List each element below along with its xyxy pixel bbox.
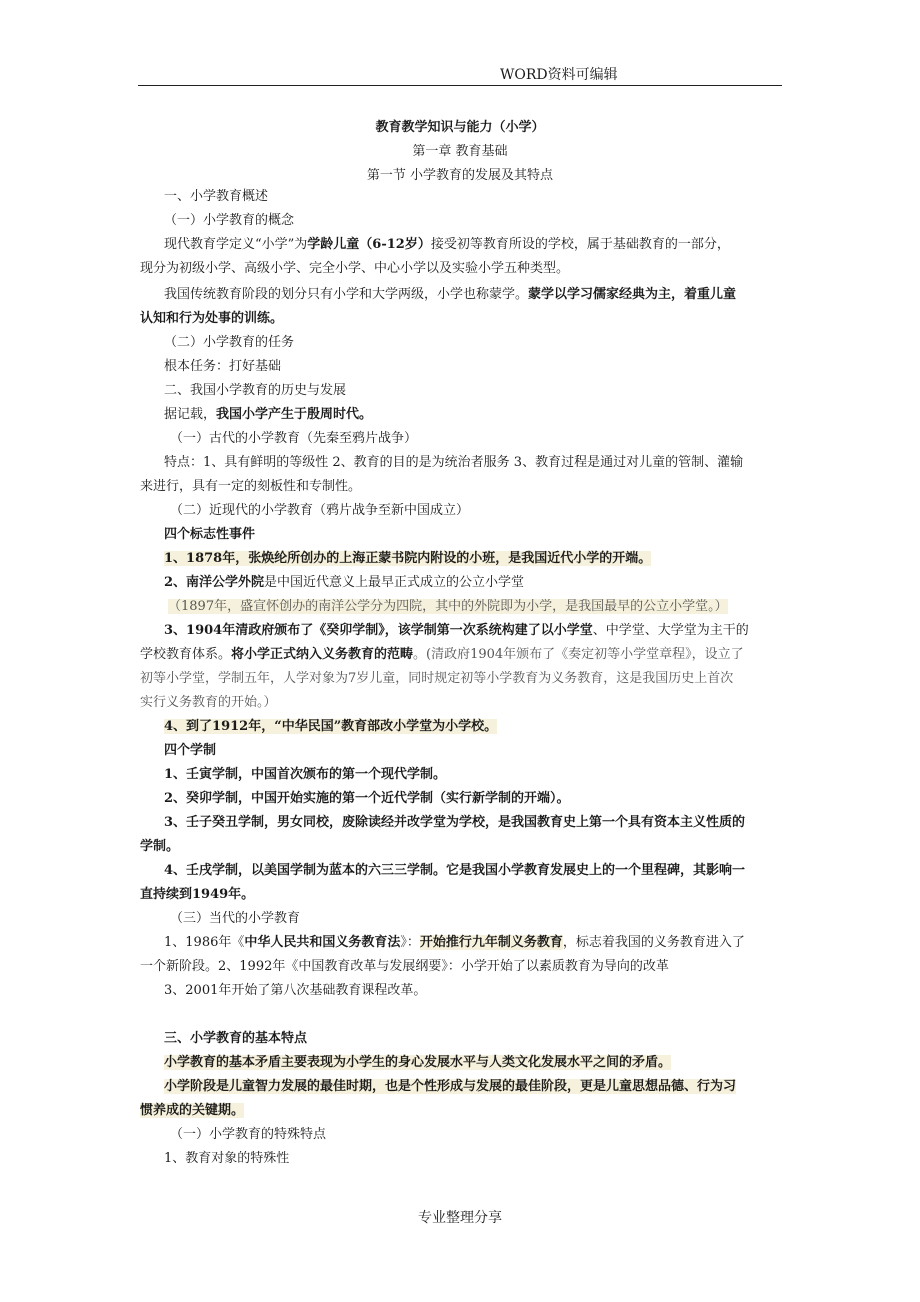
emphasis: 我国小学产生于殷周时代。 <box>216 407 373 422</box>
paragraph-key-period <box>164 1078 736 1096</box>
text: 接受初等教育所设的学校，属于基础教育的一部分， <box>430 237 730 252</box>
event-4 <box>164 718 497 736</box>
emphasis: 蒙学以学习儒家经典为主，着重儿童 <box>528 287 737 302</box>
text: 是中国近代意义上最早正式成立的公立小学堂 <box>264 575 525 590</box>
highlighted-text: （1897年，盛宣怀创办的南洋公学分为四院，其中的外院即为小学，是我国最早的公立小学堂。） <box>168 599 728 614</box>
emphasis: 2、南洋公学外院 <box>164 575 265 590</box>
emphasis: 3、1904年清政府颁布了《癸卯学制》，该学制第一次系统构建了以小学堂 <box>164 623 593 638</box>
heading-special-features: （一）小学教育的特殊特点 <box>170 1127 327 1142</box>
paragraph-origin <box>164 406 372 424</box>
emphasis: 将小学正式纳入义务教育的范畴 <box>231 647 414 662</box>
section-heading: 第一节 小学教育的发展及其特点 <box>366 168 554 183</box>
highlighted-text: 1、1878年，张焕纶所创办的上海正蒙书院内附设的小班，是我国近代小学的开端。 <box>164 551 652 566</box>
text: 、中学堂、大学堂为主干的 <box>592 623 749 638</box>
event-3-note: 初等小学堂，学制五年，人学对象为7岁儿童，同时规定初等小学教育为义务教育，这是我国历史上首次 <box>140 671 734 686</box>
note-text: 。(清政府1904年颁布了《奏定初等小学堂章程》，设立了 <box>413 647 744 662</box>
heading-overview: 一、小学教育概述 <box>164 189 269 204</box>
heading-task: （二）小学教育的任务 <box>164 335 295 350</box>
contemporary-3: 3、2001年开始了第八次基础教育课程改革。 <box>164 983 427 998</box>
paragraph-contradiction <box>164 1054 671 1072</box>
paragraph-definition-cont: 现分为初级小学、高级小学、完全小学、中心小学以及实验小学五种类型。 <box>140 261 570 276</box>
event-3-cont <box>140 646 744 664</box>
system-4: 4、壬戌学制，以美国学制为蓝本的六三三学制。它是我国小学教育发展史上的一个里程碑，其影响一 <box>164 863 746 878</box>
special-feature-1: 1、教育对象的特殊性 <box>164 1151 290 1166</box>
paragraph-definition <box>164 236 730 254</box>
page-footer: 专业整理分享 <box>418 1210 502 1226</box>
emphasis: 中华人民共和国义务教育法 <box>244 935 401 950</box>
paragraph-traditional <box>164 286 736 304</box>
event-3-note-cont: 实行义务教育的开始。） <box>140 695 277 710</box>
heading-modern: （二）近现代的小学教育（鸦片战争至新中国成立） <box>170 503 470 518</box>
paragraph-ancient-features: 特点：1、具有鲜明的等级性 2、教育的目的是为统治者服务 3、教育过程是通过对儿童的管制、灌输 <box>164 455 744 470</box>
header-rule <box>138 85 782 86</box>
chapter-heading: 第一章 教育基础 <box>412 144 508 159</box>
heading-history: 二、我国小学教育的历史与发展 <box>164 383 347 398</box>
system-2: 2、癸卯学制，中国开始实施的第一个近代学制（实行新学制的开端）。 <box>164 791 570 806</box>
event-1 <box>164 550 651 568</box>
highlighted-text: 开始推行九年制义务教育 <box>419 935 563 950</box>
event-3 <box>164 622 749 640</box>
heading-concept: （一）小学教育的概念 <box>164 213 295 228</box>
text: 》： <box>400 935 420 950</box>
system-4-cont: 直持续到1949年。 <box>140 887 255 902</box>
contemporary-1 <box>164 934 745 952</box>
emphasis: 学龄儿童（6-12岁） <box>307 237 431 252</box>
text: 1、1986年《 <box>164 935 245 950</box>
paragraph-key-period-cont <box>140 1102 244 1120</box>
heading-four-systems: 四个学制 <box>164 743 217 758</box>
basic-task: 根本任务：打好基础 <box>164 359 282 374</box>
heading-four-events: 四个标志性事件 <box>164 527 256 542</box>
highlighted-text: 4、到了1912年，“中华民国”教育部改小学堂为小学校。 <box>164 719 498 734</box>
event-2 <box>164 574 524 592</box>
heading-ancient: （一）古代的小学教育（先秦至鸦片战争） <box>170 431 418 446</box>
text: 学校教育体系。 <box>140 647 232 662</box>
paragraph-traditional-cont: 认知和行为处事的训练。 <box>140 311 284 326</box>
text: 我国传统教育阶段的划分只有小学和大学两级，小学也称蒙学。 <box>164 287 529 302</box>
heading-features: 三、小学教育的基本特点 <box>164 1031 308 1046</box>
event-2-note <box>168 598 728 616</box>
system-1: 1、壬寅学制，中国首次颁布的第一个现代学制。 <box>164 767 447 782</box>
system-3-cont: 学制。 <box>140 839 180 854</box>
highlighted-text: 惯养成的关键期。 <box>140 1103 245 1118</box>
system-3: 3、壬子癸丑学制，男女同校，废除读经并改学堂为学校，是我国教育史上第一个具有资本主义性质的 <box>164 815 746 830</box>
paragraph-ancient-features-cont: 来进行，具有一定的刻板性和专制性。 <box>140 479 362 494</box>
contemporary-1-cont: 一个新阶段。2、1992年《中国教育改革与发展纲要》：小学开始了以素质教育为导向的改革 <box>140 959 669 974</box>
page-header: WORD资料可编辑 <box>500 67 618 83</box>
document-title: 教育教学知识与能力（小学） <box>375 120 545 135</box>
highlighted-text: 小学阶段是儿童智力发展的最佳时期，也是个性形成与发展的最佳阶段，更是儿童思想品德、行为习 <box>164 1079 737 1094</box>
text: ，标志着我国的义务教育进入了 <box>562 935 745 950</box>
highlighted-text: 小学教育的基本矛盾主要表现为小学生的身心发展水平与人类文化发展水平之间的矛盾。 <box>164 1055 672 1070</box>
text: 现代教育学定义“小学”为 <box>164 237 308 252</box>
heading-contemporary: （三）当代的小学教育 <box>170 911 301 926</box>
text: 据记载， <box>164 407 217 422</box>
